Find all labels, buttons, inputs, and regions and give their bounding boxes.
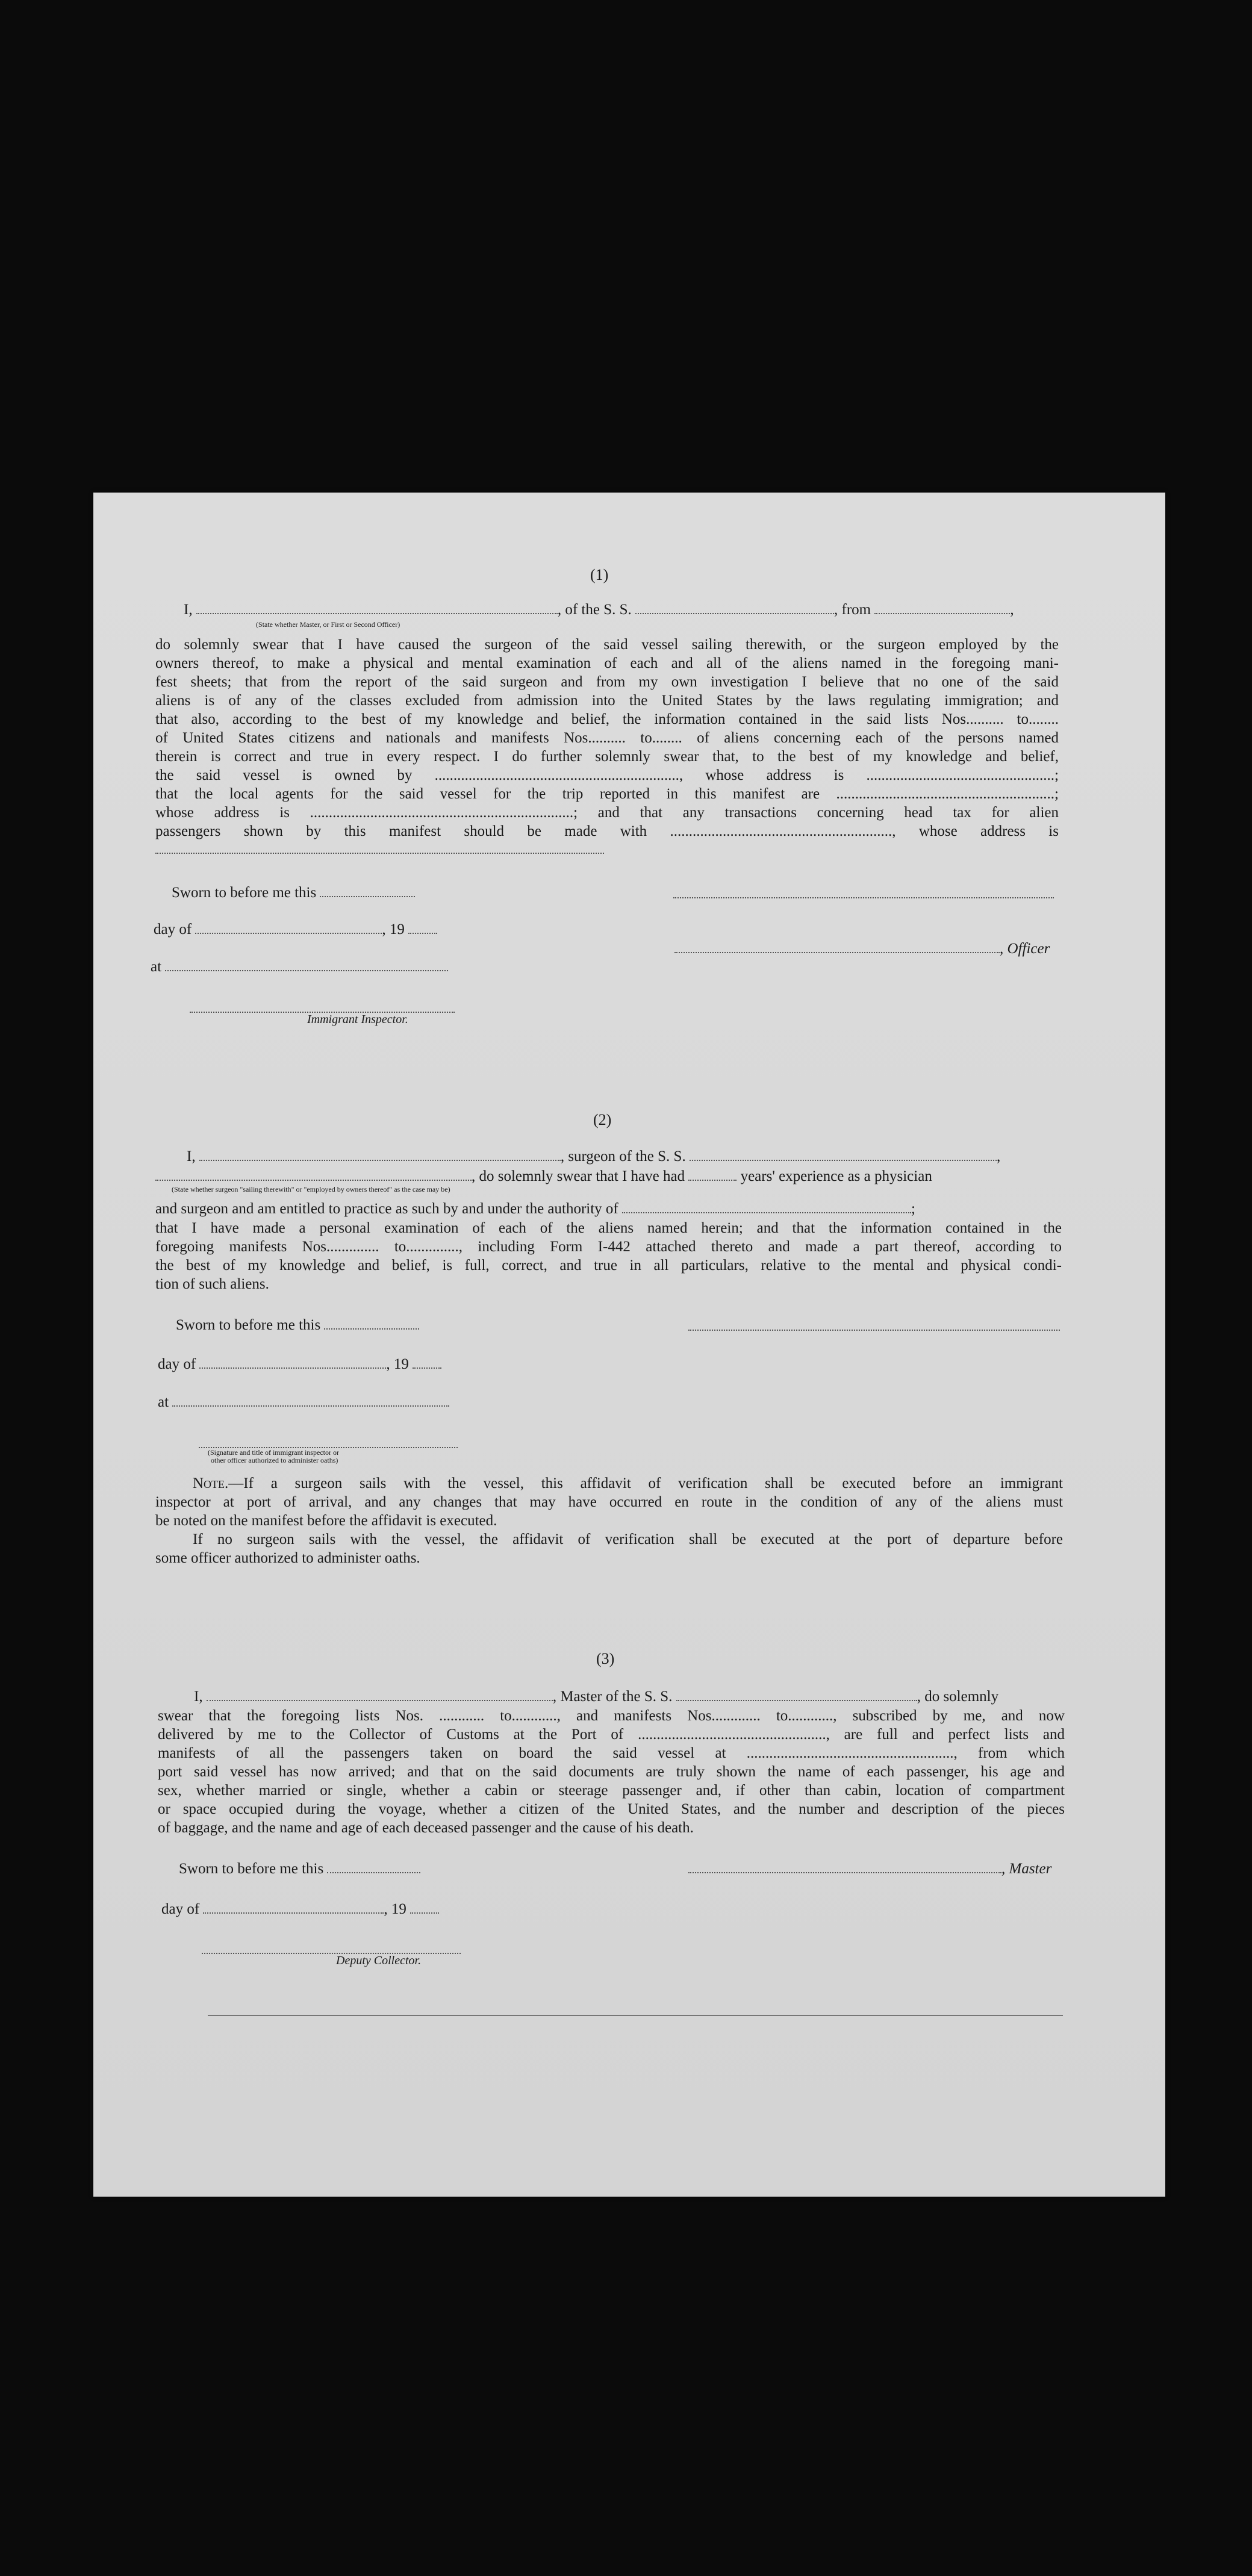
s1-officer-blank[interactable]: [674, 941, 1000, 953]
s3-oath-paragraph: swear that the foregoing lists Nos. ............ to............, and manifests Nos............. to............, subscribed by me, and now delivered by me to the Collector of Customs at the Port of .................................................., are full and perfect lists and manifests of all the passengers taken on board the said vessel at ......................................................., from which port said vessel has now arrived; and that on the said documents are truly shown the name of each passenger, his age and sex, whether married or single, whether a cabin or steerage passenger and, if other than cabin, location of compartment or space occupied during the voyage, whether a citizen of the United States, and the number and description of the pieces of baggage, and the name and age of each deceased passenger and the cause of his death.: [158, 1708, 1065, 1836]
s3-day-blank[interactable]: [203, 1902, 384, 1914]
s1-inspector-caption: Immigrant Inspector.: [307, 1013, 408, 1026]
s1-day-line: day of , 19: [154, 920, 437, 939]
s3-sworn-date-blank[interactable]: [327, 1861, 420, 1873]
s1-inspector-signature-blank[interactable]: [190, 1001, 455, 1013]
s2-note: Note.—If a surgeon sails with the vessel, this affidavit of verification shall be executed before an immigrant inspector at port of arrival, and any changes that may have occurred en route in the condition of any of the aliens must be noted on the manifest before the affidavit is executed. If no surgeon sails with the vessel, the affidavit of verification shall be executed at the port of departure before some officer authorized to administer oaths.: [155, 1475, 1063, 1566]
s1-at-line: at: [151, 957, 448, 976]
s3-collector-caption: Deputy Collector.: [336, 1954, 422, 1967]
s2-day-blank[interactable]: [199, 1357, 386, 1369]
s2-line-1: I, , surgeon of the S. S. ,: [187, 1148, 1001, 1165]
s1-address-continuation[interactable]: [155, 842, 604, 854]
s1-officer-line: , Officer: [674, 939, 1050, 958]
s2-signature-caption-1: (Signature and title of immigrant inspector or: [208, 1448, 339, 1457]
s1-signature-blank[interactable]: [673, 886, 1054, 898]
s3-collector-signature-blank[interactable]: [202, 1942, 461, 1954]
s2-officer-signature-blank[interactable]: [199, 1436, 458, 1448]
s2-years-blank[interactable]: [688, 1169, 737, 1181]
s3-year-blank[interactable]: [410, 1902, 439, 1914]
s2-signature-caption-2: other officer authorized to administer oaths): [211, 1456, 338, 1464]
s3-vessel-blank[interactable]: [676, 1689, 917, 1701]
s1-at-blank[interactable]: [165, 959, 448, 971]
s2-sworn-date-blank[interactable]: [324, 1318, 419, 1330]
s1-year-blank[interactable]: [408, 922, 437, 934]
s2-signature-blank[interactable]: [688, 1319, 1060, 1331]
s2-at-blank[interactable]: [172, 1395, 449, 1407]
s2-at-line: at: [158, 1393, 449, 1411]
s2-vessel-blank[interactable]: [690, 1149, 997, 1161]
s2-authority-blank[interactable]: [622, 1201, 911, 1213]
section-1-heading: (1): [590, 566, 609, 583]
s3-day-line: day of , 19: [161, 1900, 439, 1918]
master-name-blank[interactable]: [196, 602, 558, 614]
s3-line-1: I, , Master of the S. S. , do solemnly: [194, 1688, 999, 1705]
s2-surgeon-type-instruction: (State whether surgeon "sailing therewith" or "employed by owners thereof" as the case may be): [172, 1185, 450, 1193]
s3-master-signature-blank[interactable]: [688, 1861, 1001, 1873]
s1-sworn-date-blank[interactable]: [320, 885, 415, 897]
s1-day-blank[interactable]: [195, 922, 382, 934]
s2-day-line: day of , 19: [158, 1355, 441, 1374]
section-3-heading: (3): [596, 1650, 615, 1667]
s2-sworn-line: Sworn to before me this: [176, 1316, 419, 1334]
s3-master-name-blank[interactable]: [207, 1689, 553, 1701]
bottom-divider: [208, 2015, 1063, 2016]
s3-sworn-line: Sworn to before me this: [179, 1859, 420, 1878]
s2-year-blank[interactable]: [413, 1357, 441, 1369]
s1-oath-paragraph: do solemnly swear that I have caused the surgeon of the said vessel sailing therewith, or the surgeon employed by the owners thereof, to make a physical and mental examination of each and all of the aliens named in the foregoing mani- fest sheets; that from the report of the said surgeon and from my own investigation I believe that no one of the said aliens is of any of the classes excluded from admission into the United States by the laws regulating immigration; and that also, according to the best of my knowledge and belief, the information contained in the said lists Nos.......... to........ of United States citizens and nationals and manifests Nos.......... to........ of aliens concerning each of the persons named therein is correct and true in every respect. I do further solemnly swear that, to the best of my knowledge and belief, the said vessel is owned by ................................................................., whose address is ..................................................; that the local agents for the said vessel for the trip reported in this manifest are ..........................................................; whose address is ......................................................................; and that any transactions concerning head tax for alien passengers shown by this manifest should be made with ..........................................................., whose address is: [155, 636, 1059, 839]
s2-line-2: , do solemnly swear that I have had years' experience as a physician: [155, 1167, 932, 1186]
vessel-name-blank[interactable]: [635, 602, 834, 614]
s3-master-line: , Master: [688, 1859, 1051, 1878]
s1-rank-instruction: (State whether Master, or First or Second Officer): [256, 620, 400, 629]
s1-line-1: I, , of the S. S. , from ,: [184, 602, 1014, 618]
s2-surgeon-type-blank[interactable]: [155, 1169, 472, 1181]
s2-oath-paragraph: that I have made a personal examination of each of the aliens named herein; and that the information contained in the foregoing manifests Nos.............. to.............., including Form I-442 attached thereto and made a part thereof, according to the best of my knowledge and belief, is full, correct, and true in all particulars, relative to the mental and physical condi- tion of such aliens.: [155, 1220, 1062, 1292]
s1-sworn-line: Sworn to before me this: [172, 883, 415, 902]
s2-surgeon-name-blank[interactable]: [199, 1149, 561, 1161]
section-2-heading: (2): [593, 1111, 612, 1128]
s2-line-3: and surgeon and am entitled to practice as such by and under the authority of ;: [155, 1201, 915, 1217]
from-port-blank[interactable]: [874, 602, 1010, 614]
